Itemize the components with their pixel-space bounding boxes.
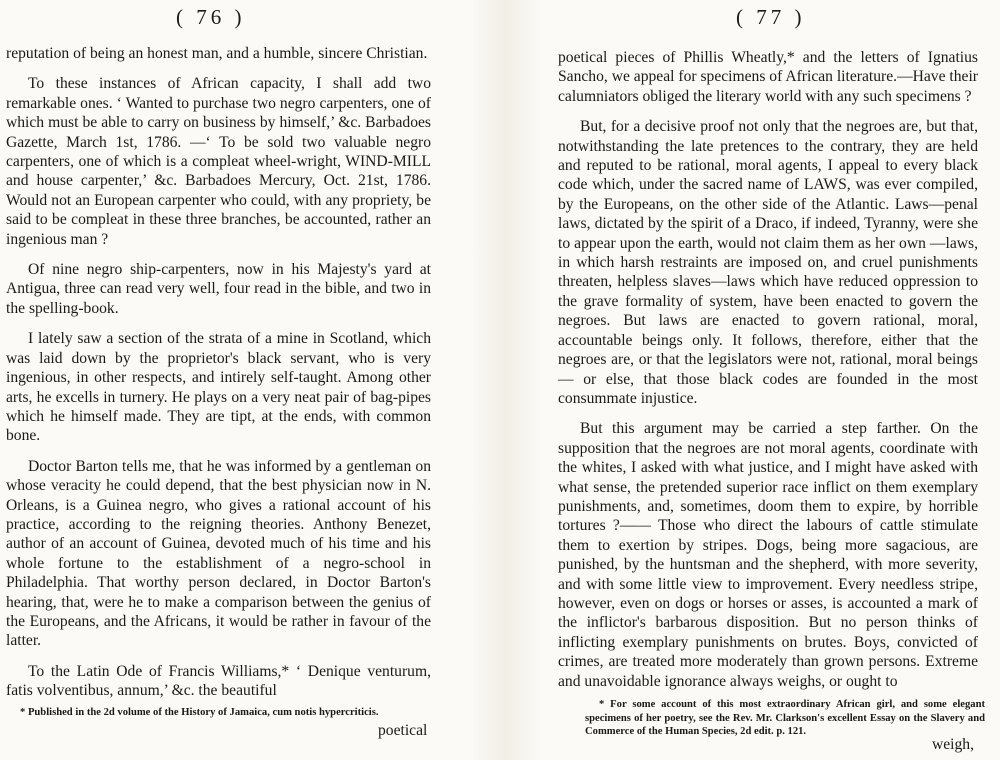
page-body — [6, 44, 431, 712]
paragraph: Of nine negro ship-carpenters, now in his Majesty's yard at Antigua, three can read very well, four read in the bible, and two in the spelling-book. — [6, 261, 431, 317]
paragraph: But, for a decisive proof not only that the negroes are, but that, notwithstanding the late pretences to the contrary, they are held and reputed to be rational, moral agents, I appeal to every black code which, under the sacred name of LAWS, was ever compiled, by the Europeans, on the other side of the Atlantic. Laws—penal laws, dictated by the spirit of a Draco, if indeed, Tyranny, were she to appear upon the earth, would not claim them as her own —laws, in which harsh restraints are imposed on, and cruel punishments threaten, helpless slaves—laws which have reduced oppression to the grave formality of system, have been enacted to govern the negroes. But laws are enacted to govern rational, moral, accountable beings only. It follows, therefore, either that the negroes are, or that the legislators were not, rational, moral beings— or else, that those black codes are founded in the most consummate injustice. — [558, 118, 978, 407]
page-number: ( 77 ) — [736, 5, 806, 29]
footnote — [585, 698, 985, 739]
paragraph: Doctor Barton tells me, that he was informed by a gentleman on whose veracity he could depend, that the best physician now in N. Orleans, is a Guinea negro, who gives a rational account of his practice, according to the reigning theories. Anthony Benezet, author of an account of Guinea, devoted much of his time and his whole fortune to the establishment of a negro-school in Philadelphia. That worthy person declared, in Doctor Barton's hearing, that, were he to make a comparison between the genius of the Europeans, and the Africans, it would be rather in favour of the latter. — [6, 457, 431, 650]
left-page — [0, 0, 470, 760]
page-body — [558, 48, 978, 702]
paragraph: reputation of being an honest man, and a humble, sincere Christian. — [6, 45, 428, 62]
catchword: poetical — [378, 722, 428, 739]
paragraph: poetical pieces of Phillis Wheatly,* and the letters of Ignatius Sancho, we appeal for specimens of African literature.—Have their calumniators obliged the literary world with any such specimens ? — [558, 49, 978, 105]
catchword: weigh, — [932, 736, 975, 753]
paragraph: To these instances of African capacity, I shall add two remarkable ones. ‘ Wanted to purchase two negro carpenters, one of which must be able to carry on business by himself,’ &c. Barbadoes Gazette, March 1st, 1786. —‘ To be sold two valuable negro carpenters, one of which is a compleat wheel-wright, WIND-MILL and house carpenter,’ &c. Barbadoes Mercury, Oct. 21st, 1786. Would not an European carpenter who could, with any propriety, be said to be compleat in these three branches, be accounted, rather an ingenious man ? — [6, 75, 431, 248]
book-gutter — [470, 0, 540, 760]
footnote-text: * Published in the 2d volume of the History of Jamaica, cum notis hypercriticis. — [20, 707, 379, 718]
footnote-text: * For some account of this most extraordinary African girl, and some elegant specimens of her poetry, see the Rev. Mr. Clarkson's excellent Essay on the Slavery and Commerce of the Human Species, 2d edit. p. 121. — [585, 699, 985, 737]
page-number: ( 76 ) — [176, 5, 246, 29]
right-page — [540, 0, 1000, 760]
paragraph: But this argument may be carried a step farther. On the supposition that the negroes are not moral agents, coordinate with the whites, I asked with what justice, and I might have asked with what sense, the pretended superior race inflict on them exemplary punishments, and, sometimes, doom them to expire, by horrible tortures ?—— Those who direct the labours of cattle stimulate them to exertion by stripes. Dogs, being more sagacious, are punished, by the huntsman and the shepherd, with more severity, and with some little view to improvement. Every needless stripe, however, even on dogs or horses or asses, is accounted a mark of the inflictor's barbarous disposition. But no person thinks of inflicting exemplary punishments on brutes. Boys, convicted of crimes, are treated more moderately than grown persons. Extreme and unavoidable ignorance always weighs, or ought to — [558, 420, 978, 690]
paragraph: To the Latin Ode of Francis Williams,* ‘ Denique venturum, fatis volventibus, annum,’ &c. the beautiful — [6, 662, 431, 700]
paragraph: I lately saw a section of the strata of a mine in Scotland, which was laid down by the proprietor's black servant, who is very ingenious, in other respects, and intirely self-taught. Among other arts, he excells in turnery. He plays on a very neat pair of bag-pipes which he himself made. They are tipt, at the ends, with common bone. — [6, 330, 431, 445]
footnote — [6, 706, 431, 720]
